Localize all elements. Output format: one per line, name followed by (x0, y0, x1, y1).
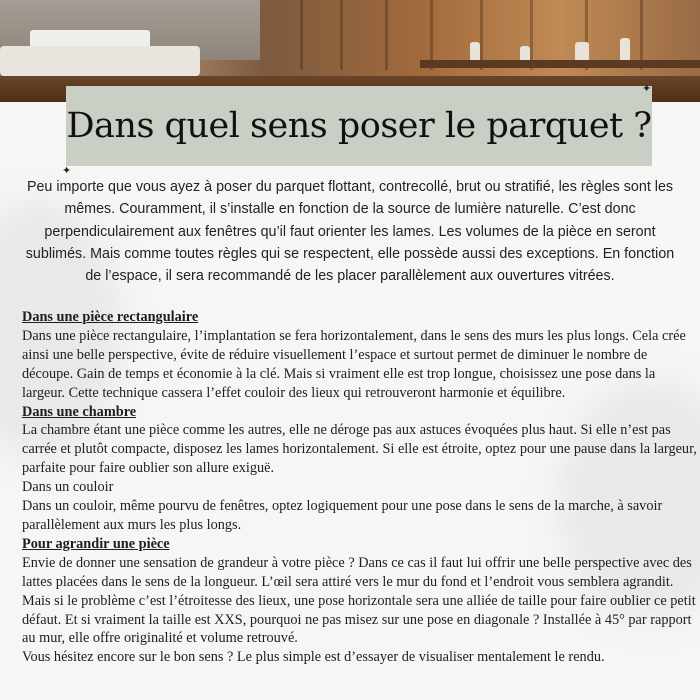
section-text-rectangulaire: Dans une pièce rectangulaire, l’implantation se fera horizontalement, dans le sens des murs les plus longs. Cela crée ainsi une belle perspective, évite de réduire visuellement l’espace et surtout permet de diminuer le nombre de découpe. Gain de temps et économie à la clé. Mais si vraiment elle est trop longue, choisissez une pose dans la largeur. Cette technique cassera l’effet couloir des lieux qui retrouveront harmonie et équilibre. (22, 327, 686, 401)
photo-wood-slat (300, 0, 303, 70)
page-title: Dans quel sens poser le parquet ? (66, 106, 652, 146)
photo-wood-slat (340, 0, 343, 70)
photo-vase (520, 46, 530, 60)
section-text-agrandir-1: Envie de donner une sensation de grandeur à votre pièce ? Dans ce cas il faut lui offrir une belle perspective avec des lattes placées dans le sens de la longueur. L’œil sera attiré vers le mur du fond et l’endroit vous semblera agrandit. (22, 554, 692, 590)
photo-shelf (420, 60, 700, 68)
section-heading-couloir: Dans un couloir (22, 479, 114, 496)
section-heading-rectangulaire: Dans une pièce rectangulaire (22, 309, 199, 325)
article-body (22, 308, 698, 667)
section-text-couloir: Dans un couloir, même pourvu de fenêtres, optez logiquement pour une pose dans le sens de la marche, à savoir parallèlement aux murs les plus longs. (22, 498, 663, 533)
sparkle-icon: ✦ (642, 83, 652, 95)
section-heading-chambre: Dans une chambre (22, 403, 137, 420)
photo-vase (620, 38, 630, 60)
section-text-agrandir-2: Mais si le problème c’est l’étroitesse des lieux, une pose horizontale sera une alliée de taille pour faire oublier ce petit défaut. Et si vraiment la taille est XXS, pourquoi ne pas misez sur une pose en diagonale ? Installée à 45° par rapport au mur, elle offre originalité et volume retrouvé. (22, 592, 696, 647)
sparkle-icon: ✦ (62, 165, 72, 177)
photo-vase (470, 42, 480, 60)
title-box (66, 86, 652, 166)
photo-wood-slat (385, 0, 388, 70)
intro-paragraph: Peu importe que vous ayez à poser du parquet flottant, contrecollé, brut ou stratifié, les règles sont les mêmes. Couramment, il s’installe en fonction de la source de lumière naturelle. C’est donc perpendiculairement aux fenêtres qu’il faut orienter les lames. Les volumes de la pièce en seront sublimés. Mais comme toutes règles qui se respectent, elle possède aussi des exceptions. En fonction de l’espace, il sera recommandé de les placer parallèlement aux ouvertures vitrées. (25, 179, 675, 285)
section-text-chambre: La chambre étant une pièce comme les autres, elle ne déroge pas aux astuces évoquées plus haut. Si elle n’est pas carrée et plutôt compacte, disposez les lames horizontalement. Si elle est étroite, optez pour une pause dans la largeur, parfaite pour faire oublier son allure exiguë. (22, 422, 697, 477)
section-text-agrandir-3: Vous hésitez encore sur le bon sens ? Le plus simple est d’essayer de visualiser mentalement le rendu. (22, 649, 605, 666)
photo-bed (0, 46, 200, 76)
section-heading-agrandir: Pour agrandir une pièce (22, 535, 170, 552)
photo-vase (575, 42, 589, 60)
